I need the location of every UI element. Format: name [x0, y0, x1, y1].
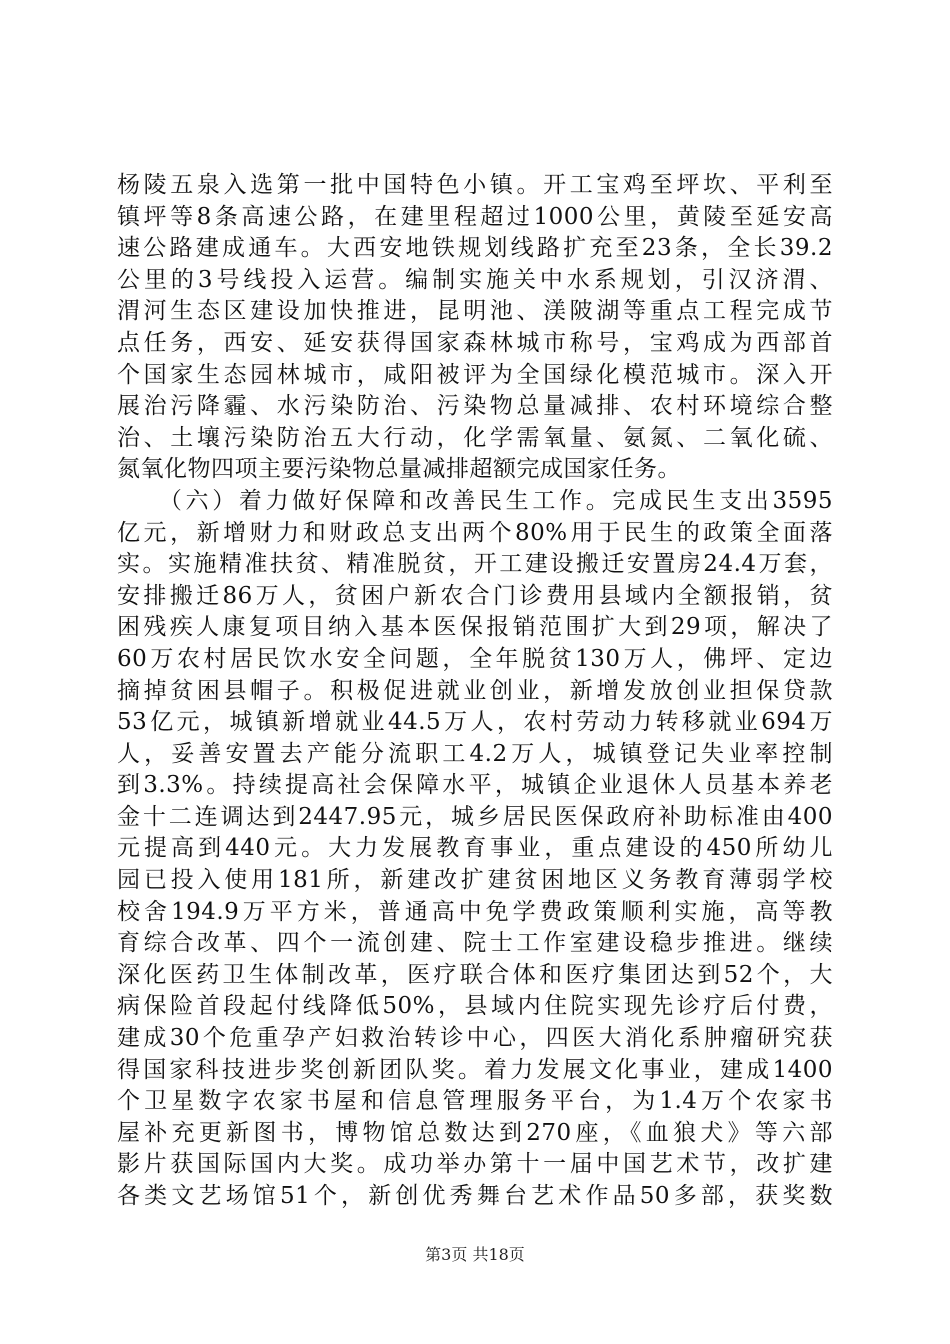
text-line: 亿元，新增财力和财政总支出两个80%用于民生的政策全面落	[117, 519, 833, 546]
text-line: 园已投入使用181所，新建改扩建贫困地区义务教育薄弱学校	[117, 867, 833, 894]
text-line: 氮氧化物四项主要污染物总量减排超额完成国家任务。	[117, 456, 681, 483]
text-line: 展治污降霾、水污染防治、污染物总量减排、农村环境综合整	[117, 393, 833, 420]
body-text	[117, 170, 833, 1213]
text-line: 各类文艺场馆51个，新创优秀舞台艺术作品50多部，获奖数	[117, 1183, 833, 1209]
text-line: 困残疾人康复项目纳入基本医保报销范围扩大到29项，解决了	[117, 614, 833, 641]
text-line: 校舍194.9万平方米，普通高中免学费政策顺利实施，高等教	[117, 898, 833, 925]
text-line: 安排搬迁86万人，贫困户新农合门诊费用县域内全额报销，贫	[117, 582, 833, 609]
text-line: 53亿元，城镇新增就业44.5万人，农村劳动力转移就业694万	[117, 709, 833, 736]
text-line: 得国家科技进步奖创新团队奖。着力发展文化事业，建成1400	[117, 1056, 833, 1083]
text-line: 镇坪等8条高速公路，在建里程超过1000公里，黄陵至延安高	[117, 203, 833, 230]
text-line: 杨陵五泉入选第一批中国特色小镇。开工宝鸡至坪坎、平利至	[117, 172, 833, 198]
text-line: 治、土壤污染防治五大行动，化学需氧量、氨氮、二氧化硫、	[117, 424, 833, 451]
text-line: （六）着力做好保障和改善民生工作。完成民生支出3595	[117, 487, 833, 514]
text-line: 60万农村居民饮水安全问题，全年脱贫130万人，佛坪、定边	[117, 645, 833, 672]
text-line: 实。实施精准扶贫、精准脱贫，开工建设搬迁安置房24.4万套，	[117, 551, 833, 578]
text-line: 育综合改革、四个一流创建、院士工作室建设稳步推进。继续	[117, 930, 833, 957]
text-line: 摘掉贫困县帽子。积极促进就业创业，新增发放创业担保贷款	[117, 677, 833, 704]
text-line: 屋补充更新图书，博物馆总数达到270座，《血狼犬》等六部	[117, 1119, 833, 1146]
text-line: 点任务，西安、延安获得国家森林城市称号，宝鸡成为西部首	[117, 329, 833, 356]
text-line: 个国家生态园林城市，咸阳被评为全国绿化模范城市。深入开	[117, 361, 833, 388]
text-line: 个卫星数字农家书屋和信息管理服务平台，为1.4万个农家书	[117, 1088, 833, 1115]
text-line: 速公路建成通车。大西安地铁规划线路扩充至23条，全长39.2	[117, 235, 833, 262]
page-footer: 第3页 共18页	[425, 1245, 525, 1264]
text-line: 建成30个危重孕产妇救治转诊中心，四医大消化系肿瘤研究获	[117, 1025, 833, 1052]
text-line: 到3.3%。持续提高社会保障水平，城镇企业退休人员基本养老	[117, 772, 833, 799]
text-line: 人，妥善安置去产能分流职工4.2万人，城镇登记失业率控制	[117, 740, 833, 767]
text-line: 渭河生态区建设加快推进，昆明池、渼陂湖等重点工程完成节	[117, 298, 833, 325]
text-line: 元提高到440元。大力发展教育事业，重点建设的450所幼儿	[117, 835, 833, 862]
text-line: 金十二连调达到2447.95元，城乡居民医保政府补助标准由400	[117, 803, 833, 830]
text-line: 深化医药卫生体制改革，医疗联合体和医疗集团达到52个，大	[117, 961, 833, 988]
text-line: 影片获国际国内大奖。成功举办第十一届中国艺术节，改扩建	[117, 1151, 833, 1178]
text-line: 病保险首段起付线降低50%，县域内住院实现先诊疗后付费，	[117, 993, 833, 1020]
text-line: 公里的3号线投入运营。编制实施关中水系规划，引汉济渭、	[117, 266, 833, 293]
